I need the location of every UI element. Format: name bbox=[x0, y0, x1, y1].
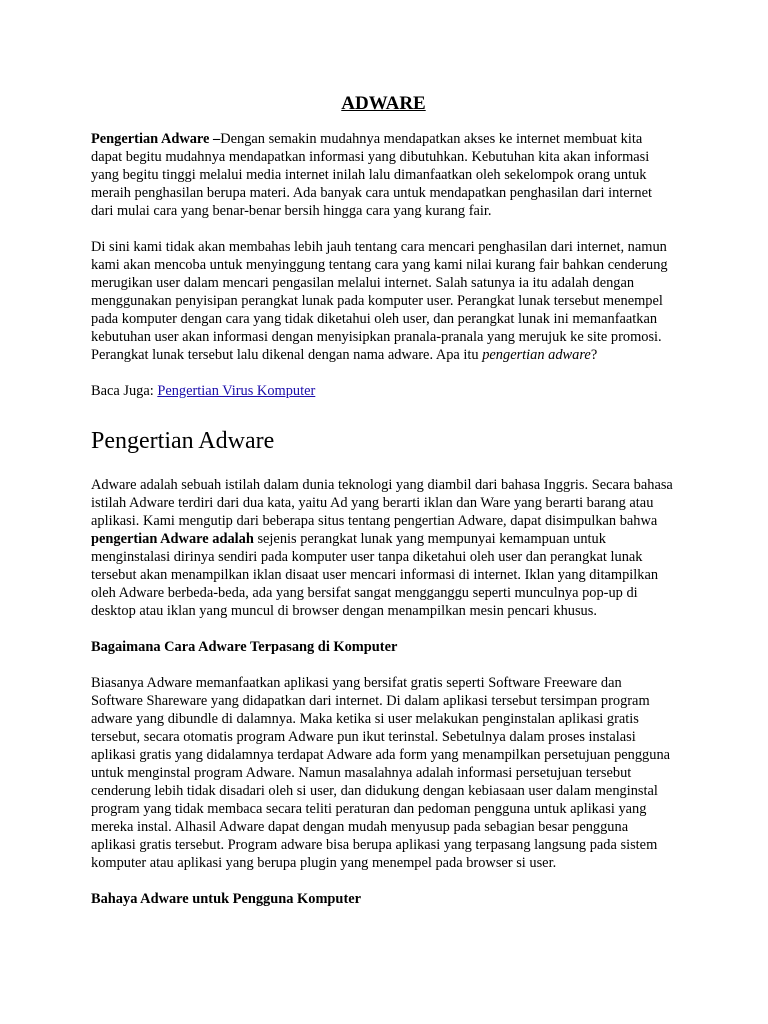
paragraph-2 bbox=[91, 238, 676, 364]
paragraph-2-end: ? bbox=[590, 347, 598, 363]
paragraph-2-text: Di sini kami tidak akan membahas lebih jauh tentang cara mencari penghasilan dari internet, namun kami akan mencoba untuk menyinggung tentang cara yang kami nilai kurang fair bahkan cenderung merugikan user dalam mencari pengasilan melalui internet. Salah satunya ia itu adalah dengan menggunakan penyisipan perangkat lunak pada komputer user. Perangkat lunak tersebut menempel pada komputer dengan cara yang tidak diketahui oleh user, dan perangkat lunak ini memanfaatkan kebutuhan user akan informasi dengan menyisipkan pranala-pranala yang merujuk ke site promosi. Perangkat lunak tersebut lalu dikenal dengan nama adware. Apa itu bbox=[91, 239, 668, 363]
section-1-text-before: Adware adalah sebuah istilah dalam dunia teknologi yang diambil dari bahasa Inggris. Secara bahasa istilah Adware terdiri dari dua kata, yaitu Ad yang berarti iklan dan Ware yang berarti barang atau aplikasi. Kami mengutip dari beberapa situs tentang pengertian Adware, dapat disimpulkan bahwa bbox=[91, 477, 673, 529]
paragraph-2-italic: pengertian adware bbox=[482, 347, 591, 363]
subheading-bahaya: Bahaya Adware untuk Pengguna Komputer bbox=[91, 891, 362, 907]
section-heading-pengertian: Pengertian Adware bbox=[91, 428, 275, 454]
document-title: ADWARE bbox=[341, 93, 426, 114]
baca-juga-label: Baca Juga: bbox=[91, 383, 158, 399]
baca-juga-link[interactable]: Pengertian Virus Komputer bbox=[157, 383, 316, 399]
section-1-paragraph bbox=[91, 476, 676, 620]
intro-lead: Pengertian Adware – bbox=[91, 131, 221, 147]
subheading-cara-terpasang: Bagaimana Cara Adware Terpasang di Komputer bbox=[91, 639, 398, 655]
section-2-paragraph: Biasanya Adware memanfaatkan aplikasi yang bersifat gratis seperti Software Freeware dan Software Shareware yang didapatkan dari internet. Di dalam aplikasi tersebut tersimpan program adware yang dibundle di dalamnya. Maka ketika si user melakukan penginstalan aplikasi gratis tersebut, secara otomatis program Adware pun ikut terinstal. Sebetulnya dalam proses instalasi aplikasi gratis yang didalamnya terdapat Adware ada form yang menampilkan persetujuan pengguna untuk menginstal program Adware. Namun masalahnya adalah informasi persetujuan tersebut cenderung lebih tidak disadari oleh si user, dan didukung dengan kebiasaan user dalam menginstal program yang tidak membaca secara teliti peraturan dan pedoman pengguna untuk aplikasi yang mereka instal. Alhasil Adware dapat dengan mudah menyusup pada sebagian besar pengguna aplikasi gratis tersebut. Program adware bisa berupa aplikasi yang terpasang langsung pada sistem komputer atau aplikasi yang berupa plugin yang menempel pada browser si user. bbox=[91, 675, 671, 871]
section-1-bold: pengertian Adware adalah bbox=[91, 531, 254, 547]
section-1-text-after: sejenis perangkat lunak yang mempunyai kemampuan untuk menginstalasi dirinya sendiri pada komputer user tanpa diketahui oleh user dan perangkat lunak tersebut akan menampilkan iklan disaat user mencari informasi di internet. Iklan yang ditampilkan oleh Adware berbeda-beda, ada yang bersifat sangat mengganggu seperti munculnya pop-up di desktop atau iklan yang muncul di browser dengan menampilkan mesin pencari khusus. bbox=[91, 531, 659, 619]
intro-text: Dengan semakin mudahnya mendapatkan akses ke internet membuat kita dapat begitu mudahnya mendapatkan informasi yang dibutuhkan. Kebutuhan kita akan informasi yang begitu tinggi melalui media internet inilah lalu dimanfaatkan oleh sekelompok orang untuk meraih penghasilan berupa materi. Ada banyak cara untuk mendapatkan penghasilan dari internet dari mulai cara yang benar-benar bersih hingga cara yang kurang fair. bbox=[91, 131, 653, 219]
intro-paragraph bbox=[91, 130, 676, 220]
baca-juga bbox=[91, 382, 676, 400]
